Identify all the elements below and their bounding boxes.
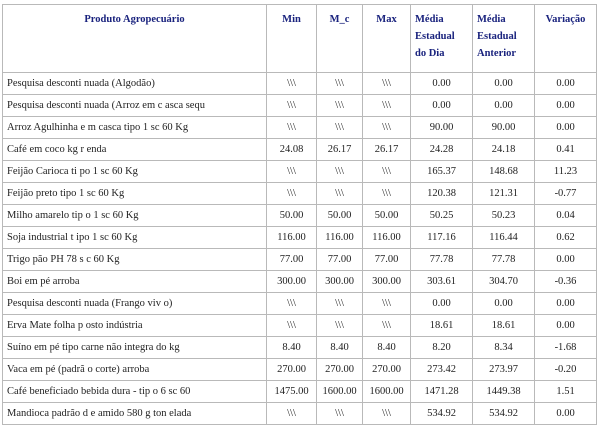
cell-product: Arroz Agulhinha e m casca tipo 1 sc 60 Kg xyxy=(3,117,267,139)
cell-avg-day: 0.00 xyxy=(411,95,473,117)
cell-avg-day: 273.42 xyxy=(411,359,473,381)
table-row xyxy=(3,139,597,161)
cell-avg-prev: 77.78 xyxy=(473,249,535,271)
cell-variation: 0.00 xyxy=(535,403,597,425)
table-row xyxy=(3,227,597,249)
cell-product: Soja industrial t ipo 1 sc 60 Kg xyxy=(3,227,267,249)
cell-mc: \\\ xyxy=(317,95,363,117)
table-row xyxy=(3,381,597,403)
cell-mc: \\\ xyxy=(317,293,363,315)
cell-mc: 300.00 xyxy=(317,271,363,293)
cell-avg-day: 50.25 xyxy=(411,205,473,227)
cell-min: \\\ xyxy=(267,161,317,183)
cell-min: 116.00 xyxy=(267,227,317,249)
cell-min: \\\ xyxy=(267,403,317,425)
cell-max: 77.00 xyxy=(363,249,411,271)
cell-variation: 11.23 xyxy=(535,161,597,183)
cell-variation: -0.20 xyxy=(535,359,597,381)
cell-max: \\\ xyxy=(363,117,411,139)
cell-avg-day: 90.00 xyxy=(411,117,473,139)
cell-mc: 116.00 xyxy=(317,227,363,249)
cell-mc: 50.00 xyxy=(317,205,363,227)
cell-avg-prev: 534.92 xyxy=(473,403,535,425)
cell-min: \\\ xyxy=(267,183,317,205)
cell-product: Café em coco kg r enda xyxy=(3,139,267,161)
table-row xyxy=(3,337,597,359)
cell-min: 8.40 xyxy=(267,337,317,359)
cell-mc: 8.40 xyxy=(317,337,363,359)
cell-variation: 0.00 xyxy=(535,117,597,139)
cell-mc: \\\ xyxy=(317,73,363,95)
table-row xyxy=(3,271,597,293)
cell-max: \\\ xyxy=(363,95,411,117)
cell-avg-prev: 148.68 xyxy=(473,161,535,183)
cell-product: Trigo pão PH 78 s c 60 Kg xyxy=(3,249,267,271)
cell-product: Pesquisa desconti nuada (Algodão) xyxy=(3,73,267,95)
cell-avg-prev: 90.00 xyxy=(473,117,535,139)
cell-max: \\\ xyxy=(363,183,411,205)
cell-max: \\\ xyxy=(363,403,411,425)
cell-max: 270.00 xyxy=(363,359,411,381)
cell-min: 24.08 xyxy=(267,139,317,161)
header-mc: M_c xyxy=(317,5,363,73)
cell-avg-prev: 0.00 xyxy=(473,95,535,117)
cell-avg-day: 117.16 xyxy=(411,227,473,249)
cell-product: Feijão Carioca ti po 1 sc 60 Kg xyxy=(3,161,267,183)
cell-min: 50.00 xyxy=(267,205,317,227)
cell-max: 26.17 xyxy=(363,139,411,161)
cell-avg-prev: 116.44 xyxy=(473,227,535,249)
cell-min: \\\ xyxy=(267,117,317,139)
cell-avg-prev: 0.00 xyxy=(473,73,535,95)
header-avg-day: Média Estadual do Dia xyxy=(411,5,473,73)
header-product: Produto Agropecuário xyxy=(3,5,267,73)
cell-avg-prev: 273.97 xyxy=(473,359,535,381)
cell-avg-day: 165.37 xyxy=(411,161,473,183)
cell-min: 300.00 xyxy=(267,271,317,293)
table-row xyxy=(3,249,597,271)
cell-mc: 1600.00 xyxy=(317,381,363,403)
cell-product: Erva Mate folha p osto indústria xyxy=(3,315,267,337)
table-row xyxy=(3,183,597,205)
table-row xyxy=(3,315,597,337)
table-row xyxy=(3,359,597,381)
header-min: Min xyxy=(267,5,317,73)
cell-avg-prev: 1449.38 xyxy=(473,381,535,403)
table-row xyxy=(3,293,597,315)
cell-variation: 0.62 xyxy=(535,227,597,249)
cell-product: Vaca em pé (padrã o corte) arroba xyxy=(3,359,267,381)
cell-avg-day: 0.00 xyxy=(411,293,473,315)
header-avg-prev: Média Estadual Anterior xyxy=(473,5,535,73)
cell-avg-prev: 24.18 xyxy=(473,139,535,161)
cell-variation: 0.00 xyxy=(535,95,597,117)
cell-min: \\\ xyxy=(267,293,317,315)
cell-mc: 77.00 xyxy=(317,249,363,271)
cell-avg-prev: 8.34 xyxy=(473,337,535,359)
cell-avg-day: 0.00 xyxy=(411,73,473,95)
table-row xyxy=(3,403,597,425)
cell-max: 50.00 xyxy=(363,205,411,227)
cell-min: \\\ xyxy=(267,315,317,337)
cell-variation: -0.36 xyxy=(535,271,597,293)
cell-avg-day: 303.61 xyxy=(411,271,473,293)
cell-avg-day: 120.38 xyxy=(411,183,473,205)
cell-product: Pesquisa desconti nuada (Arroz em c asca sequ xyxy=(3,95,267,117)
cell-product: Milho amarelo tip o 1 sc 60 Kg xyxy=(3,205,267,227)
cell-product: Feijão preto tipo 1 sc 60 Kg xyxy=(3,183,267,205)
table-row xyxy=(3,161,597,183)
table-header-row xyxy=(3,5,597,73)
table-body xyxy=(3,73,597,425)
cell-max: \\\ xyxy=(363,73,411,95)
cell-product: Suíno em pé tipo carne não integra do kg xyxy=(3,337,267,359)
cell-variation: 1.51 xyxy=(535,381,597,403)
cell-mc: \\\ xyxy=(317,403,363,425)
cell-mc: \\\ xyxy=(317,117,363,139)
cell-min: 1475.00 xyxy=(267,381,317,403)
cell-min: 270.00 xyxy=(267,359,317,381)
cell-variation: -0.77 xyxy=(535,183,597,205)
cell-mc: \\\ xyxy=(317,161,363,183)
header-variation: Variação xyxy=(535,5,597,73)
cell-max: 1600.00 xyxy=(363,381,411,403)
cell-product: Mandioca padrão d e amido 580 g ton elada xyxy=(3,403,267,425)
cell-avg-prev: 50.23 xyxy=(473,205,535,227)
cell-max: \\\ xyxy=(363,161,411,183)
cell-variation: 0.04 xyxy=(535,205,597,227)
cell-variation: 0.00 xyxy=(535,249,597,271)
price-table xyxy=(2,4,597,425)
cell-max: \\\ xyxy=(363,315,411,337)
cell-avg-day: 8.20 xyxy=(411,337,473,359)
cell-avg-day: 77.78 xyxy=(411,249,473,271)
table-row xyxy=(3,205,597,227)
cell-avg-day: 1471.28 xyxy=(411,381,473,403)
table-row xyxy=(3,117,597,139)
cell-avg-day: 534.92 xyxy=(411,403,473,425)
cell-avg-day: 18.61 xyxy=(411,315,473,337)
cell-avg-day: 24.28 xyxy=(411,139,473,161)
cell-max: 300.00 xyxy=(363,271,411,293)
cell-variation: 0.41 xyxy=(535,139,597,161)
cell-avg-prev: 121.31 xyxy=(473,183,535,205)
cell-avg-prev: 18.61 xyxy=(473,315,535,337)
header-max: Max xyxy=(363,5,411,73)
cell-max: 8.40 xyxy=(363,337,411,359)
cell-min: 77.00 xyxy=(267,249,317,271)
cell-min: \\\ xyxy=(267,95,317,117)
table-row xyxy=(3,95,597,117)
cell-mc: \\\ xyxy=(317,183,363,205)
cell-product: Pesquisa desconti nuada (Frango viv o) xyxy=(3,293,267,315)
cell-variation: -1.68 xyxy=(535,337,597,359)
cell-mc: 26.17 xyxy=(317,139,363,161)
cell-avg-prev: 304.70 xyxy=(473,271,535,293)
cell-variation: 0.00 xyxy=(535,73,597,95)
cell-min: \\\ xyxy=(267,73,317,95)
cell-product: Café beneficiado bebida dura - tip o 6 sc 60 xyxy=(3,381,267,403)
table-row xyxy=(3,73,597,95)
cell-product: Boi em pé arroba xyxy=(3,271,267,293)
cell-avg-prev: 0.00 xyxy=(473,293,535,315)
cell-variation: 0.00 xyxy=(535,293,597,315)
cell-max: 116.00 xyxy=(363,227,411,249)
cell-max: \\\ xyxy=(363,293,411,315)
cell-variation: 0.00 xyxy=(535,315,597,337)
cell-mc: \\\ xyxy=(317,315,363,337)
cell-mc: 270.00 xyxy=(317,359,363,381)
